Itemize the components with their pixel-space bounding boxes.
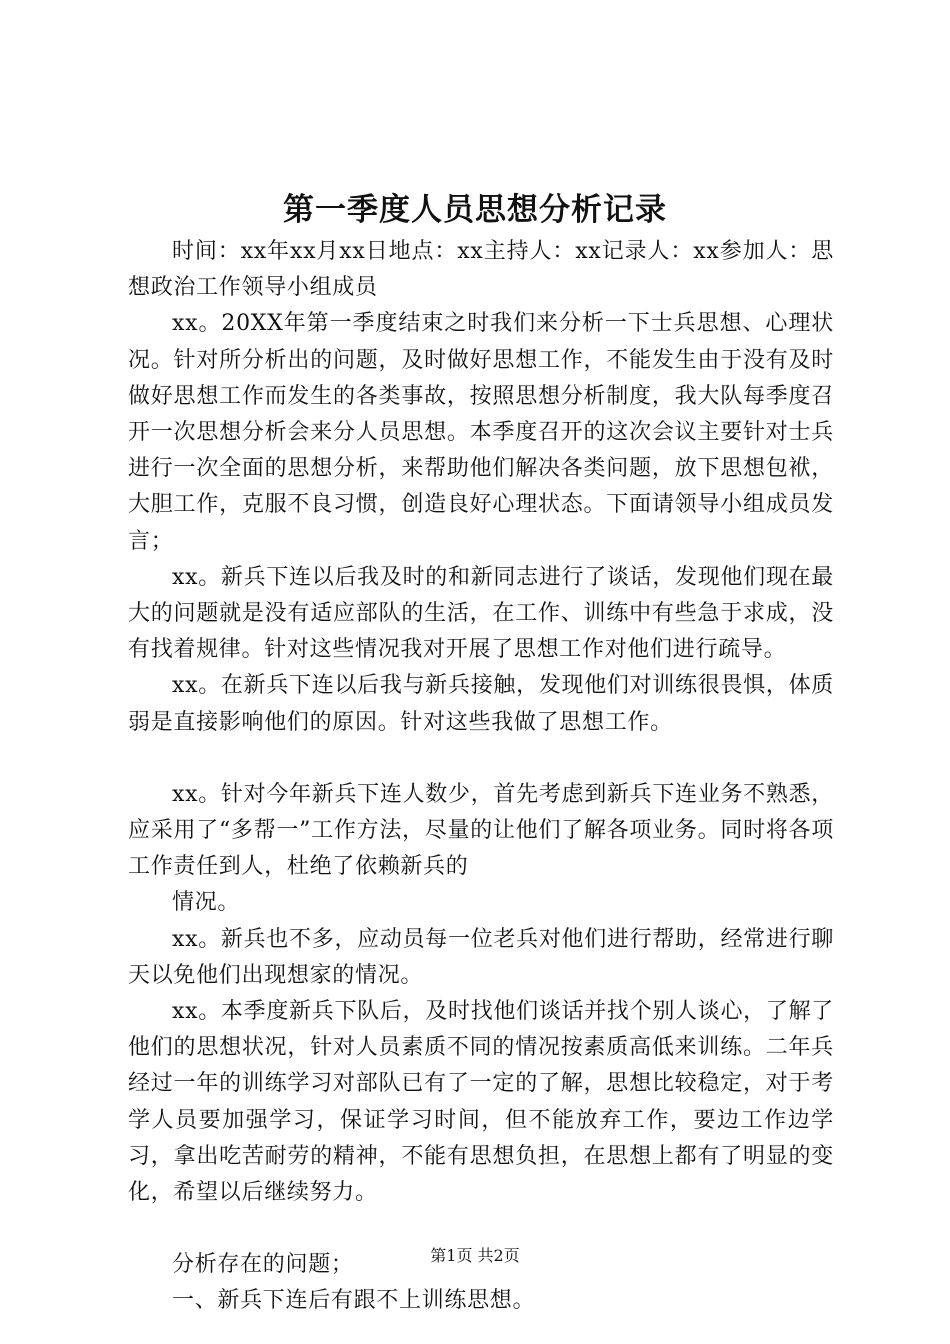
speaker-paragraph-5: xx。本季度新兵下队后，及时找他们谈话并找个别人谈心，了解了他们的思想状况，针对人员素质不同的情况按素质高低来训练。二年兵经过一年的训练学习对部队已有了一定的了解，思想比较稳定，对于考学人员要加强学习，保证学习时间，但不能放弃工作，要边工作边学习，拿出吃苦耐劳的精神，不能有思想负担，在思想上都有了明显的变化，希望以后继续努力。: [128, 999, 834, 1206]
problem-item-1: 一、新兵下连后有跟不上训练思想。: [172, 1288, 536, 1314]
meeting-info-paragraph: 时间：xx年xx月xx日地点：xx主持人：xx记录人：xx参加人：思想政治工作领导小组成员: [128, 239, 834, 301]
speaker-paragraph-3: xx。针对今年新兵下连人数少，首先考虑到新兵下连业务不熟悉，应采用了“多帮一”工作方法，尽量的让他们了解各项业务。同时将各项工作责任到人，杜绝了依赖新兵的: [128, 781, 834, 880]
speaker-paragraph-4: xx。新兵也不多，应动员每一位老兵对他们进行帮助，经常进行聊天以免他们出现想家的情况。: [128, 926, 834, 988]
page-footer: 第1页 共2页: [430, 1246, 520, 1265]
speaker-paragraph-2: xx。在新兵下连以后我与新兵接触，发现他们对训练很畏惧，体质弱是直接影响他们的原因。针对这些我做了思想工作。: [128, 673, 834, 735]
opening-paragraph: xx。20XX年第一季度结束之时我们来分析一下士兵思想、心理状况。针对所分析出的问题，及时做好思想工作，不能发生由于没有及时做好思想工作而发生的各类事故，按照思想分析制度，我大队每季度召开一次思想分析会来分人员思想。本季度召开的这次会议主要针对士兵进行一次全面的思想分析，来帮助他们解决各类问题，放下思想包袱，大胆工作，克服不良习惯，创造良好心理状态。下面请领导小组成员发言；: [128, 311, 834, 554]
speaker-paragraph-1: xx。新兵下连以后我及时的和新同志进行了谈话，发现他们现在最大的问题就是没有适应部队的生活，在工作、训练中有些急于求成，没有找着规律。针对这些情况我对开展了思想工作对他们进行疏导。: [128, 564, 834, 663]
document-body: [128, 234, 834, 1320]
document-title: 第一季度人员思想分析记录: [283, 192, 667, 228]
problems-heading: 分析存在的问题；: [172, 1252, 354, 1278]
speaker-paragraph-3-continued: 情况。: [172, 890, 241, 916]
